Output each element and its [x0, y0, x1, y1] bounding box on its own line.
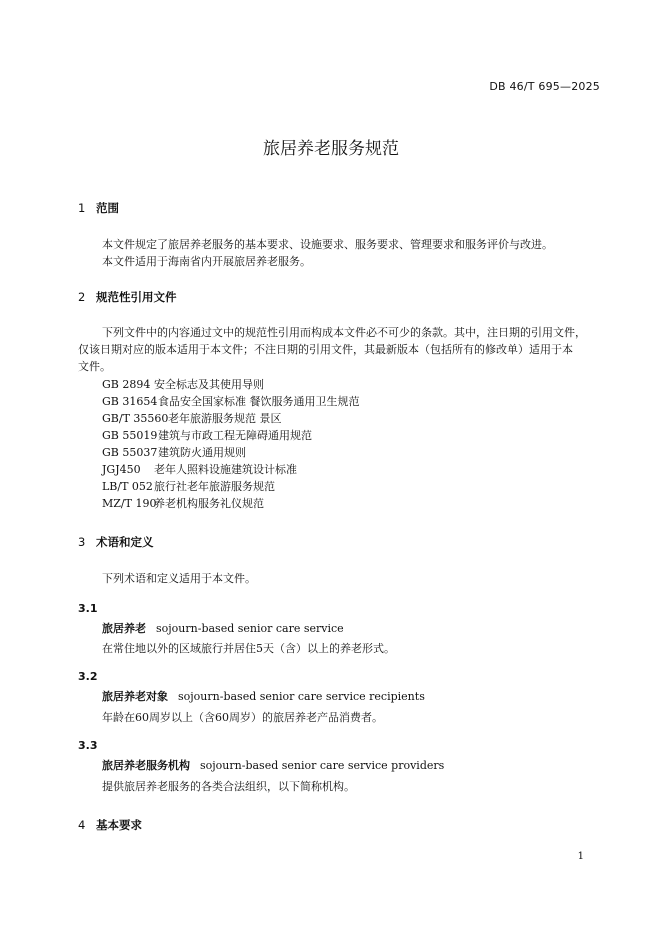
- term-name-en: sojourn-based senior care service recipients: [178, 690, 425, 703]
- reference-item: [102, 444, 246, 460]
- reference-item: [102, 410, 282, 426]
- reference-title: 旅行社老年旅游服务规范: [154, 480, 275, 493]
- section-1-paragraph: 本文件适用于海南省内开展旅居养老服务。: [102, 255, 311, 268]
- reference-item: [102, 427, 312, 443]
- reference-code: GB 2894: [102, 378, 151, 391]
- reference-item: [102, 376, 264, 392]
- reference-title: 养老机构服务礼仪规范: [154, 497, 264, 510]
- term-name-zh: 旅居养老对象: [102, 690, 168, 703]
- reference-code: GB/T 35560: [102, 412, 169, 425]
- reference-code: GB 31654: [102, 395, 158, 408]
- section-3-number: 3: [78, 535, 86, 549]
- section-1-heading: [78, 200, 119, 216]
- term-definition: 提供旅居养老服务的各类合法组织，以下简称机构。: [102, 780, 355, 793]
- section-3-title: 术语和定义: [96, 535, 154, 549]
- term-number: 3.3: [78, 739, 98, 752]
- term-name-zh: 旅居养老: [102, 622, 146, 635]
- reference-title: 食品安全国家标准 餐饮服务通用卫生规范: [158, 395, 360, 408]
- section-4-title: 基本要求: [96, 818, 142, 832]
- reference-code: LB/T 052: [102, 480, 153, 493]
- page-number: 1: [577, 851, 584, 862]
- term-definition: 在常住地以外的区域旅行并居住5天（含）以上的养老形式。: [102, 642, 395, 655]
- section-2-number: 2: [78, 290, 86, 304]
- section-4-number: 4: [78, 818, 86, 832]
- section-1-paragraph: 本文件规定了旅居养老服务的基本要求、设施要求、服务要求、管理要求和服务评价与改进。: [102, 238, 553, 251]
- reference-code: GB 55019: [102, 429, 158, 442]
- reference-code: GB 55037: [102, 446, 158, 459]
- reference-title: 安全标志及其使用导则: [154, 378, 264, 391]
- term-name-zh: 旅居养老服务机构: [102, 759, 190, 772]
- reference-item: [102, 478, 275, 494]
- reference-code: MZ/T 190: [102, 497, 157, 510]
- reference-title: 老年人照料设施建筑设计标准: [154, 463, 297, 476]
- section-3-heading: [78, 534, 154, 550]
- reference-item: [102, 495, 264, 511]
- term-name-en: sojourn-based senior care service: [156, 622, 344, 635]
- reference-title: 老年旅游服务规范 景区: [168, 412, 282, 425]
- term-number: 3.2: [78, 670, 98, 683]
- reference-item: [102, 393, 360, 409]
- reference-title: 建筑与市政工程无障碍通用规范: [158, 429, 312, 442]
- term-name: [102, 688, 425, 704]
- section-1-number: 1: [78, 201, 86, 215]
- section-4-heading: [78, 817, 142, 833]
- section-2-intro-line: 文件。: [78, 360, 111, 373]
- term-name: [102, 757, 444, 773]
- section-3-intro: 下列术语和定义适用于本文件。: [102, 572, 256, 585]
- section-2-intro-line: 下列文件中的内容通过文中的规范性引用而构成本文件必不可少的条款。其中，注日期的引用文件，: [102, 326, 586, 339]
- term-name-en: sojourn-based senior care service providers: [200, 759, 445, 772]
- reference-code: JGJ450: [102, 463, 141, 476]
- standard-code: DB 46/T 695—2025: [489, 80, 600, 93]
- section-2-title: 规范性引用文件: [96, 290, 177, 304]
- term-number: 3.1: [78, 602, 98, 615]
- reference-title: 建筑防火通用规则: [158, 446, 246, 459]
- document-title: 旅居养老服务规范: [263, 139, 399, 159]
- term-definition: 年龄在60周岁以上（含60周岁）的旅居养老产品消费者。: [102, 711, 383, 724]
- term-name: [102, 620, 344, 636]
- section-2-heading: [78, 289, 177, 305]
- section-1-title: 范围: [96, 201, 119, 215]
- reference-item: [102, 461, 297, 477]
- section-2-intro-line: 仅该日期对应的版本适用于本文件；不注日期的引用文件，其最新版本（包括所有的修改单）适用于本: [78, 343, 573, 356]
